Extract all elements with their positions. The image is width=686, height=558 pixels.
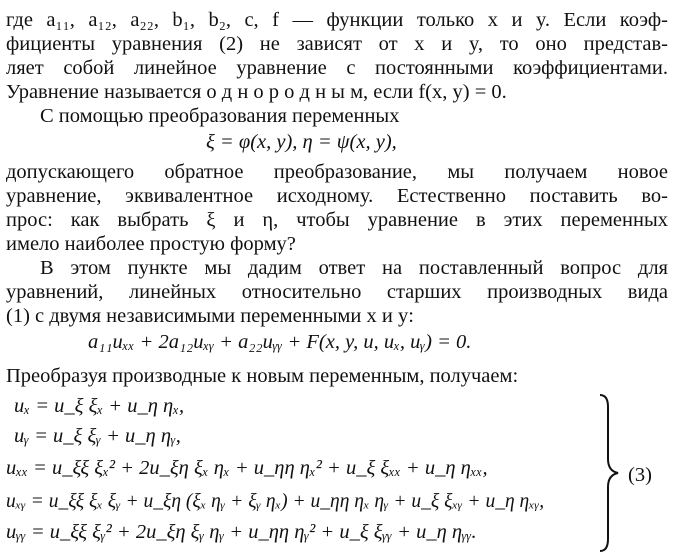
paragraph-line: уравнений, линейных относительно старших производных вида <box>6 281 668 303</box>
system-equation-row: uₓₓ = u_ξξ ξₓ² + 2u_ξη ξₓ ηₓ + u_ηη ηₓ² + u_ξ ξₓₓ + u_η ηₓₓ, <box>6 457 488 479</box>
paragraph-line: прос: как выбрать ξ и η, чтобы уравнение в этих переменных <box>6 209 668 231</box>
paragraph-line: В этом пункте мы дадим ответ на поставленный вопрос для <box>40 257 668 279</box>
system-equation-row: uₓ = u_ξ ξₓ + u_η ηₓ, <box>14 395 185 417</box>
paragraph-line: уравнение, эквивалентное исходному. Естественно поставить во- <box>6 185 668 207</box>
paragraph-line: имело наиболее простую форму? <box>6 233 296 255</box>
main-equation: a₁₁uₓₓ + 2a₁₂uₓᵧ + a₂₂uᵧᵧ + F(x, y, u, uₓ, uᵧ) = 0. <box>88 331 472 353</box>
system-equation-row: uₓᵧ = u_ξξ ξₓ ξᵧ + u_ξη (ξₓ ηᵧ + ξᵧ ηₓ) + u_ηη ηₓ ηᵧ + u_ξ ξₓᵧ + u_η ηₓᵧ, <box>6 491 545 512</box>
system-equation-row: uᵧᵧ = u_ξξ ξᵧ² + 2u_ξη ξᵧ ηᵧ + u_ηη ηᵧ² + u_ξ ξᵧᵧ + u_η ηᵧᵧ. <box>6 521 477 543</box>
paragraph-line: С помощью преобразования переменных <box>40 105 400 127</box>
paragraph-line: Преобразуя производные к новым переменным, получаем: <box>6 365 519 387</box>
paragraph-line: Уравнение называется о д н о р о д н ы м, если f(x, y) = 0. <box>6 81 507 103</box>
paragraph-line: (1) с двумя независимыми переменными x и y: <box>6 305 414 327</box>
equation-number: (3) <box>628 464 652 486</box>
system-equation-row: uᵧ = u_ξ ξᵧ + u_η ηᵧ, <box>14 425 181 447</box>
right-brace <box>596 393 622 553</box>
paragraph-line: где a₁₁, a₁₂, a₂₂, b₁, b₂, c, f — функции только x и y. Если коэф- <box>6 9 668 31</box>
paragraph-line: ляет собой линейное уравнение с постоянными коэффициентами. <box>6 57 668 79</box>
transform-equation: ξ = φ(x, y), η = ψ(x, y), <box>206 131 397 153</box>
paragraph-line: фициенты уравнения (2) не зависят от x и y, то оно представ- <box>6 33 668 55</box>
paragraph-line: допускающего обратное преобразование, мы получаем новое <box>6 161 668 183</box>
